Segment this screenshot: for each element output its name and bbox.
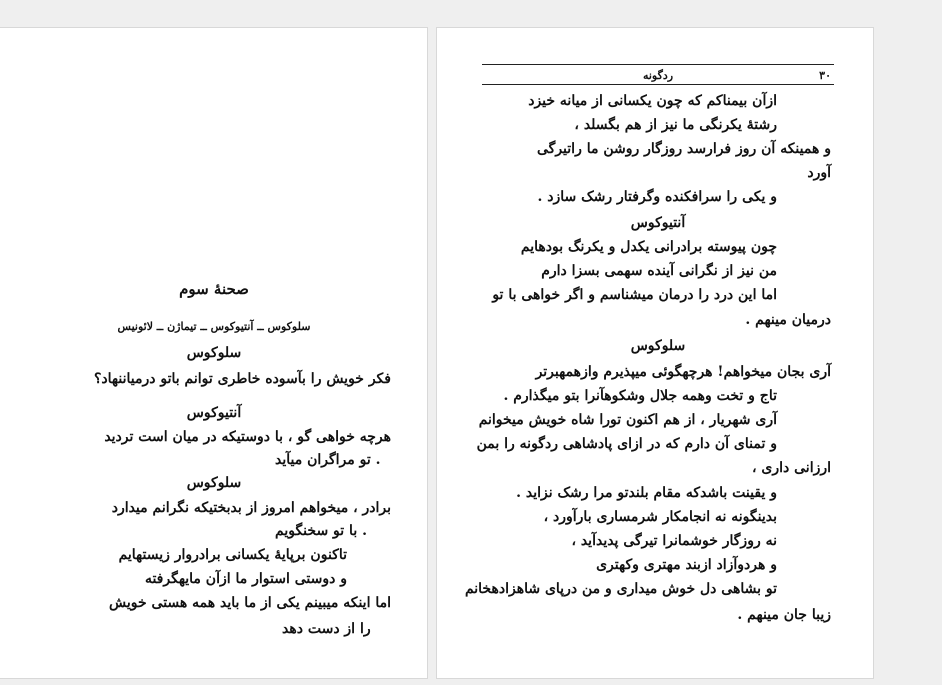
- verse-line: چون پیوسته برادرانی یکدل و یکرنگ بودهایم: [520, 239, 777, 255]
- verse-line-indented: و دوستی استوار ما ازآن مایهگرفته: [144, 571, 347, 587]
- verse-continuation: درمیان مینهم .: [745, 312, 831, 328]
- scene-title: صحنهٔ سوم: [179, 280, 249, 298]
- verse-continuation: تو مراگران میآید .: [275, 452, 381, 468]
- verse-continuation: زیبا جان مینهم .: [737, 607, 831, 623]
- header-rule-top: [482, 64, 834, 65]
- speaker-name: سلوکوس: [630, 338, 686, 354]
- running-title: ردگونه: [642, 69, 674, 82]
- verse-line: اما اینکه میبینم یکی از ما باید همه هستی خویش: [109, 595, 391, 611]
- verse-continuation: را از دست دهد: [282, 621, 371, 637]
- verse-line: فکر خویش را بآسوده خاطری توانم باتو درمیاننهاد؟: [93, 371, 391, 387]
- header-rule-bottom: [482, 84, 834, 85]
- verse-line: تو بشاهی دل خوش میداری و من درپای شاهزادهخانم: [464, 581, 777, 597]
- verse-line: تاج و تخت وهمه جلال وشکوهآنرا بتو میگذارم .: [503, 388, 777, 404]
- speaker-name: سلوکوس: [186, 475, 242, 491]
- verse-line-indented: نه روزگار خوشمانرا تیرگی پدیدآید ،: [571, 533, 777, 549]
- verse-line-indented: و هردوآزاد ازبند مهتری وکهتری: [596, 557, 777, 573]
- verse-continuation: آورد: [807, 165, 831, 181]
- speaker-name: آنتیوکوس: [186, 405, 242, 421]
- left-page: [0, 27, 428, 679]
- verse-line: برادر ، میخواهم امروز از بدبختیکه نگرانم میدارد: [111, 500, 391, 516]
- right-page: [436, 27, 874, 679]
- character-list: سلوکوس ــ آنتیوکوس ــ تیماژن ــ لائونیس: [117, 320, 311, 333]
- verse-line: آری بجان میخواهم! هرچهگوئی میپذیرم وازهمهبرتر: [535, 364, 831, 380]
- verse-line: و یکی را سرافکنده وگرفتار رشک سازد .: [537, 189, 777, 205]
- verse-line-indented: تاکنون برپایهٔ یکسانی برادروار زیستهایم: [118, 547, 347, 563]
- verse-line-indented: و یقینت باشدکه مقام بلندتو مرا رشک نزاید .: [516, 485, 777, 501]
- verse-line: آری شهریار ، از هم اکنون تورا شاه خویش میخوانم: [478, 412, 777, 428]
- verse-line: و همینکه آن روز فرارسد روزگار روشن ما راتیرگی: [537, 141, 831, 157]
- verse-line: ازآن بیمناکم که چون یکسانی از میانه خیزد: [528, 93, 777, 109]
- page-number: ۳۰: [819, 69, 831, 82]
- speaker-name: سلوکوس: [186, 345, 242, 361]
- verse-line-indented: بدینگونه نه انجامکار شرمساری بارآورد ،: [543, 509, 777, 525]
- verse-line: رشتهٔ یکرنگی ما نیز از هم بگسلد ،: [574, 117, 777, 133]
- verse-continuation: ارزانی داری ،: [752, 460, 831, 476]
- viewer-margin: [874, 0, 942, 685]
- verse-line: و تمنای آن دارم که در ازای پادشاهی ردگونه را بمن: [476, 436, 777, 452]
- verse-line: اما این درد را درمان میشناسم و اگر خواهی با تو: [492, 287, 777, 303]
- verse-line: هرچه خواهی گو ، با دوستیکه در میان است تردید: [104, 429, 391, 445]
- verse-continuation: با تو سخنگویم .: [275, 523, 367, 539]
- speaker-name: آنتیوکوس: [630, 215, 686, 231]
- verse-line: من نیز از نگرانی آینده سهمی بسزا دارم: [541, 263, 777, 279]
